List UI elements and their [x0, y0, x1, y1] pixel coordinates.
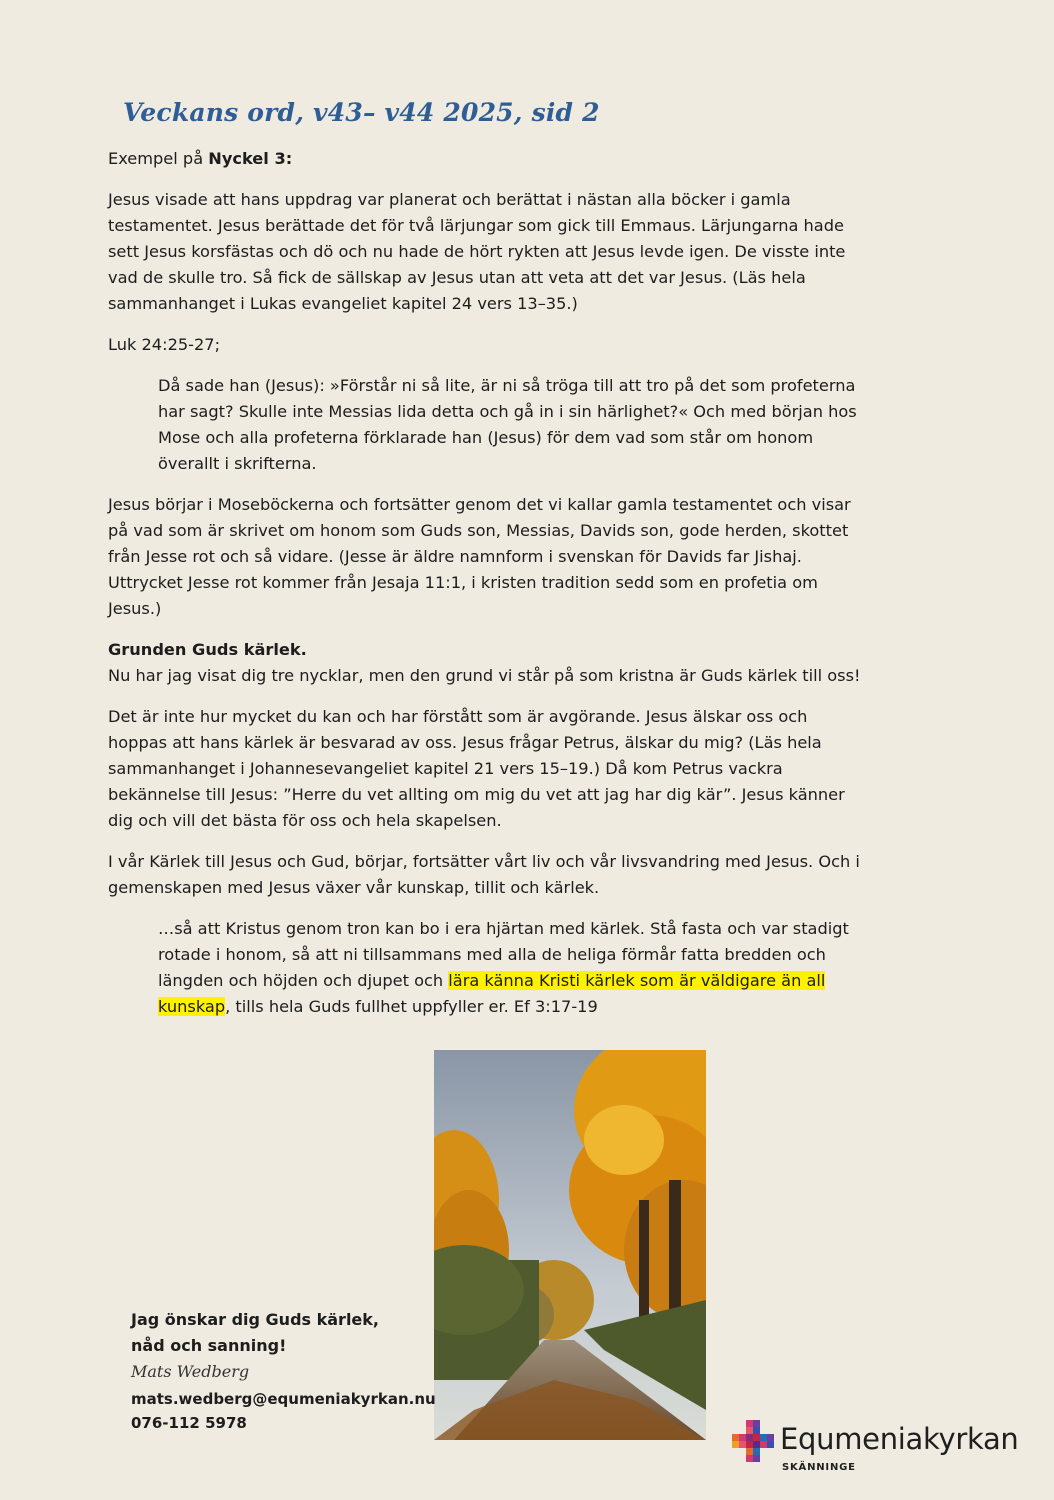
heading-grunden: [108, 637, 868, 663]
signature-name: Mats Wedberg: [131, 1362, 250, 1381]
paragraph-3: Nu har jag visat dig tre nycklar, men den grund vi står på som kristna är Guds kärlek till oss!: [108, 666, 861, 685]
autumn-path-photo: [434, 1050, 706, 1440]
heading-grunden-text: Grunden Guds kärlek.: [108, 640, 307, 659]
paragraph-2: Jesus börjar i Moseböckerna och fortsätter genom det vi kallar gamla testamentet och visar på vad som är skrivet om honom som Guds son, Messias, Davids son, gode herden, skottet från Jesse rot och så vidare. (Jesse är äldre namnform i svenskan för Davids far Jishaj. Uttrycket Jesse rot kommer från Jesaja 11:1, i kristen tradition sedd som en profetia om Jesus.): [108, 495, 851, 618]
quote-ephesians-before: …så att Kristus genom tron kan bo i era hjärtan med kärlek. Stå fasta och var stadigt rotade i honom, så att ni tillsammans med alla de heliga förmår fatta bredden och längden och höjden och djupet och: [158, 919, 849, 990]
reference-luke: Luk 24:25-27;: [108, 335, 221, 354]
signature-phone: 076-112 5978: [131, 1414, 247, 1432]
quote-luke: Då sade han (Jesus): »Förstår ni så lite, är ni så tröga till att tro på det som profeterna har sagt? Skulle inte Messias lida detta och gå in i sin härlighet?« Och med början hos Mose och alla profeterna förklarade han (Jesus) för dem vad som står om honom överallt i skrifterna.: [158, 376, 857, 473]
main-text: [108, 146, 868, 1035]
equmenia-cross-icon: [730, 1418, 776, 1464]
example-intro-prefix: Exempel på: [108, 149, 209, 168]
signature-wish-line2: nåd och sanning!: [131, 1336, 287, 1355]
quote-ephesians: [158, 916, 858, 1020]
signature-wish-line1: Jag önskar dig Guds kärlek,: [131, 1310, 379, 1329]
quote-ephesians-highlight: lära känna Kristi kärlek som är väldigare än all kunskap: [158, 971, 826, 1016]
logo-name: Equmeniakyrkan: [780, 1422, 1019, 1456]
signature-email[interactable]: mats.wedberg@equmeniakyrkan.nu: [131, 1390, 436, 1408]
equmeniakyrkan-logo: [730, 1418, 1030, 1478]
paragraph-4: Det är inte hur mycket du kan och har förstått som är avgörande. Jesus älskar oss och hoppas att hans kärlek är besvarad av oss. Jesus frågar Petrus, älskar du mig? (Läs hela sammanhanget i Johannesevangeliet kapitel 21 vers 15–19.) Då kom Petrus vackra bekännelse till Jesus: ”Herre du vet allting om mig du vet att jag har dig kär”. Jesus känner dig och vill det bästa för oss och hela skapelsen.: [108, 707, 845, 830]
page-title: Veckans ord, v43– v44 2025, sid 2: [123, 98, 600, 127]
logo-sub: SKÄNNINGE: [782, 1462, 856, 1473]
example-intro-key: Nyckel 3:: [208, 149, 293, 168]
quote-ephesians-after: , tills hela Guds fullhet uppfyller er. Ef 3:17-19: [225, 997, 598, 1016]
example-intro: [108, 146, 868, 172]
paragraph-1: Jesus visade att hans uppdrag var planerat och berättat i nästan alla böcker i gamla testamentet. Jesus berättade det för två lärjungar som gick till Emmaus. Lärjungarna hade sett Jesus korsfästas och dö och nu hade de hört rykten att Jesus levde igen. De visste inte vad de skulle tro. Så fick de sällskap av Jesus utan att veta att det var Jesus. (Läs hela sammanhanget i Lukas evangeliet kapitel 24 vers 13–35.): [108, 190, 846, 313]
signature: [131, 1307, 436, 1435]
paragraph-5: I vår Kärlek till Jesus och Gud, börjar, fortsätter vårt liv och vår livsvandring med Jesus. Och i gemenskapen med Jesus växer vår kunskap, tillit och kärlek.: [108, 852, 860, 897]
